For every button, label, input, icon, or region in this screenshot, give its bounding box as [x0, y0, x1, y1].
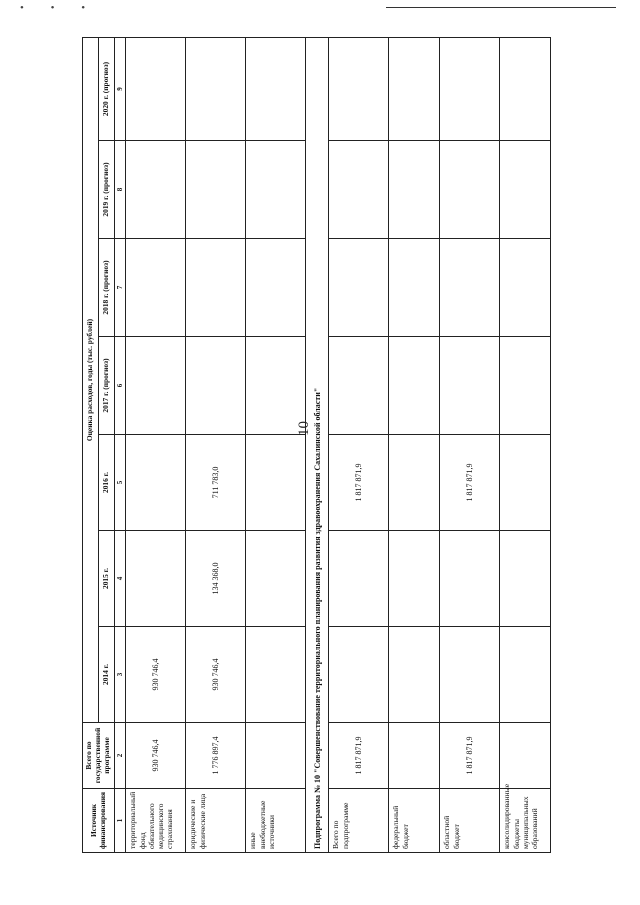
cell-2014: 930 746,4	[186, 627, 246, 723]
row-source: Всего по подпрограмме	[329, 789, 389, 853]
cell-2016	[389, 435, 440, 531]
cell-2016: 1 817 871,9	[440, 435, 500, 531]
header-source: Источник финансирования	[83, 789, 115, 853]
header-row-numbers	[115, 38, 126, 853]
cell-2019	[126, 141, 186, 239]
cell-2014	[389, 627, 440, 723]
header-row-1	[83, 38, 99, 853]
header-year: 2016 г.	[99, 435, 115, 531]
cell-total: 930 746,4	[126, 723, 186, 789]
header-year: 2014 г.	[99, 627, 115, 723]
cell-2015	[246, 531, 306, 627]
cell-2016	[500, 435, 551, 531]
cell-2020	[186, 38, 246, 141]
column-number: 5	[115, 435, 126, 531]
cell-2018	[389, 239, 440, 337]
cell-total	[389, 723, 440, 789]
cell-2018	[246, 239, 306, 337]
cell-2018	[126, 239, 186, 337]
table-row	[389, 38, 440, 853]
cell-total	[500, 723, 551, 789]
subprogram-row	[306, 38, 329, 853]
subprogram-title: Подпрограмма № 10 "Совершенствование территориального планирования развития здравоохранения Сахалинской области"	[306, 38, 329, 853]
cell-2016	[126, 435, 186, 531]
column-number: 6	[115, 337, 126, 435]
page-number: 10	[296, 421, 312, 436]
cell-2015	[440, 531, 500, 627]
cell-2015	[500, 531, 551, 627]
header-year: 2017 г. (прогноз)	[99, 337, 115, 435]
cell-total	[246, 723, 306, 789]
header-year: 2018 г. (прогноз)	[99, 239, 115, 337]
cell-2019	[389, 141, 440, 239]
table-row	[126, 38, 186, 853]
row-source: юридические и физические лица	[186, 789, 246, 853]
cell-2015	[126, 531, 186, 627]
column-number: 8	[115, 141, 126, 239]
cell-2019	[186, 141, 246, 239]
table-row	[329, 38, 389, 853]
cell-2020	[440, 38, 500, 141]
cell-2017	[389, 337, 440, 435]
row-source: консолидированные бюджеты муниципальных образований	[500, 789, 551, 853]
column-number: 7	[115, 239, 126, 337]
cell-2020	[500, 38, 551, 141]
cell-2018	[329, 239, 389, 337]
cell-2017	[440, 337, 500, 435]
column-number: 4	[115, 531, 126, 627]
table-row	[246, 38, 306, 853]
cell-2014	[329, 627, 389, 723]
cell-2019	[246, 141, 306, 239]
scan-specks: • • •	[20, 2, 98, 14]
cell-2014	[246, 627, 306, 723]
cell-2020	[389, 38, 440, 141]
financing-table	[82, 37, 551, 853]
header-year: 2019 г. (прогноз)	[99, 141, 115, 239]
header-estimate: Оценка расходов, годы (тыс. рублей)	[83, 38, 99, 723]
cell-2016	[246, 435, 306, 531]
header-year: 2015 г.	[99, 531, 115, 627]
cell-total: 1 817 871,9	[440, 723, 500, 789]
cell-2020	[329, 38, 389, 141]
cell-2018	[186, 239, 246, 337]
cell-2018	[440, 239, 500, 337]
row-source: территориальный фонд обязательного медицинского страхования	[126, 789, 186, 853]
cell-2014: 930 746,4	[126, 627, 186, 723]
cell-2014	[440, 627, 500, 723]
table-row	[440, 38, 500, 853]
table-row	[500, 38, 551, 853]
cell-2017	[186, 337, 246, 435]
cell-2017	[329, 337, 389, 435]
cell-2017	[126, 337, 186, 435]
cell-2017	[246, 337, 306, 435]
table-row	[186, 38, 246, 853]
cell-2019	[440, 141, 500, 239]
cell-2015	[329, 531, 389, 627]
cell-total: 1 817 871,9	[329, 723, 389, 789]
cell-total: 1 776 897,4	[186, 723, 246, 789]
cell-2019	[500, 141, 551, 239]
cell-2019	[329, 141, 389, 239]
row-source: иные внебюджетные источники	[246, 789, 306, 853]
row-source: областной бюджет	[440, 789, 500, 853]
header-total: Всего по государственной программе	[83, 723, 115, 789]
cell-2014	[500, 627, 551, 723]
header-year: 2020 г. (прогноз)	[99, 38, 115, 141]
cell-2020	[126, 38, 186, 141]
rotated-table-container	[82, 38, 617, 853]
cell-2016: 711 783,0	[186, 435, 246, 531]
top-rule	[386, 7, 616, 8]
cell-2016: 1 817 871,9	[329, 435, 389, 531]
column-number: 2	[115, 723, 126, 789]
cell-2015	[389, 531, 440, 627]
row-source: федеральный бюджет	[389, 789, 440, 853]
cell-2015: 134 368,0	[186, 531, 246, 627]
cell-2017	[500, 337, 551, 435]
cell-2020	[246, 38, 306, 141]
column-number: 3	[115, 627, 126, 723]
cell-2018	[500, 239, 551, 337]
column-number: 9	[115, 38, 126, 141]
column-number: 1	[115, 789, 126, 853]
